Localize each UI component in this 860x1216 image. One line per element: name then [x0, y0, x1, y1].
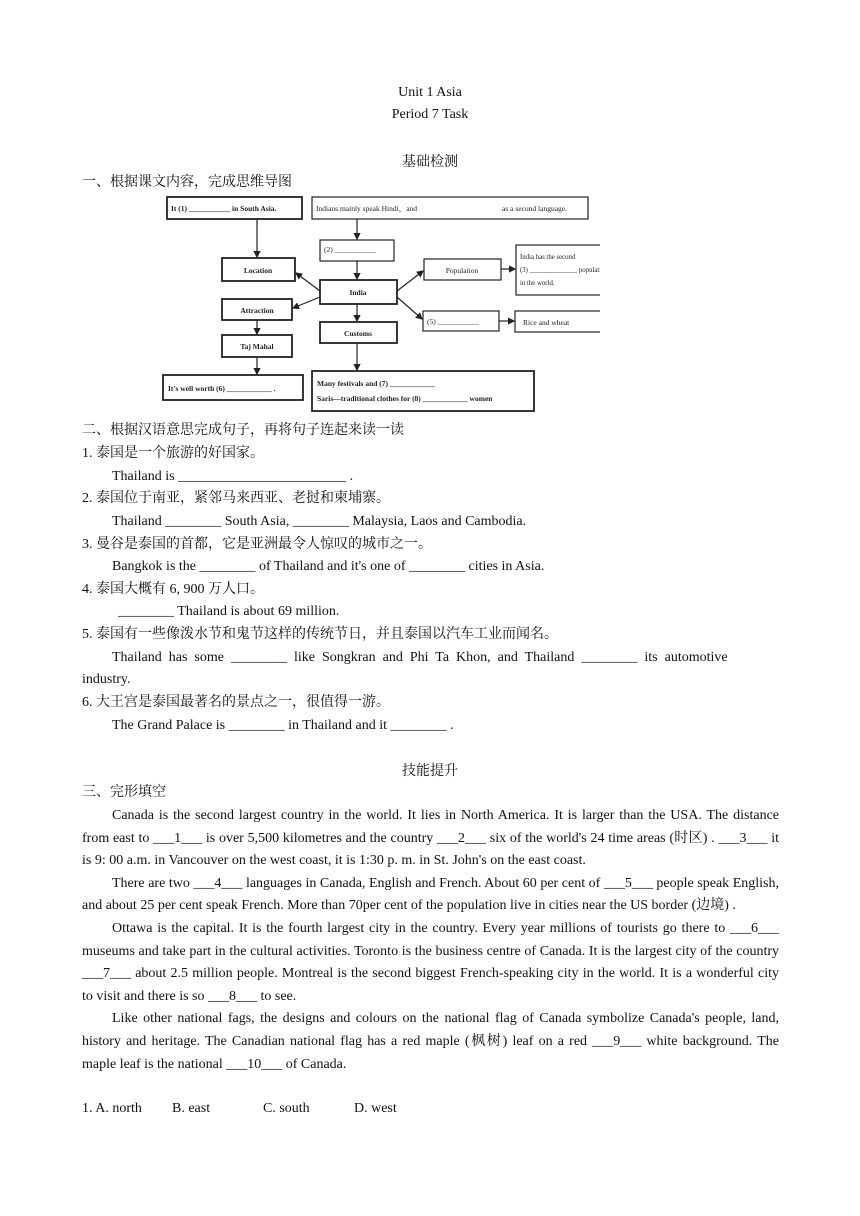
section-skill-heading: 技能提升: [402, 764, 458, 779]
mm-text-customs: Customs: [344, 329, 372, 338]
mm-text-worth: It's well worth (6) ____________ .: [168, 384, 276, 393]
part2-item6-en[interactable]: The Grand Palace is ________ in Thailand and it ________ .: [112, 718, 454, 733]
mm-text-location: Location: [243, 266, 273, 275]
cloze-paragraph-4: Like other national fags, the designs and colours on the national flag of Canada symbolize Canada's people, land, history and heritage. The Canadian national flag has a red maple (枫树) leaf on a red ___9___ white background. The maple leaf is the national ___10___ of Canada.: [82, 1011, 779, 1072]
part2-item2-en[interactable]: Thailand ________ South Asia, ________ Malaysia, Laos and Cambodia.: [112, 514, 527, 529]
mm-box-festivals: [312, 371, 534, 411]
option-a[interactable]: 1. A. north: [82, 1101, 142, 1116]
cloze-options-1: [82, 1098, 779, 1121]
mm-text-rice: Rice and wheat: [523, 318, 570, 327]
part2-item1-cn: 1. 泰国是一个旅游的好国家。: [82, 446, 264, 461]
mm-text-top-right-a: Indians mainly speak Hindi，and: [316, 204, 418, 213]
mind-map: [140, 193, 600, 413]
part2-item5-en[interactable]: Thailand has some ________ like Songkran and Phi Ta Khon, and Thailand ________ its automotive: [112, 650, 728, 665]
part2-item4-cn: 4. 泰国大概有 6, 900 万人口。: [82, 582, 264, 597]
mm-text-box-5: (5) ___________: [427, 317, 479, 326]
mm-text-taj: Taj Mahal: [240, 342, 274, 351]
part2-item1-en[interactable]: Thailand is ________________________ .: [112, 469, 354, 484]
option-d[interactable]: D. west: [354, 1101, 397, 1116]
mm-text-top-left: It (1) ___________ in South Asia.: [171, 204, 277, 213]
part2-item3-cn: 3. 曼谷是泰国的首都，它是亚洲最令人惊叹的城市之一。: [82, 537, 432, 552]
cloze-paragraph-1: Canada is the second largest country in the world. It lies in North America. It is larger than the USA. The distance from east to ___1___ is over 5,500 kilometres and the country ___2___ six of the world's 24 time areas (时区) . ___3___ it is 9: 00 a.m. in Vancouver on the west coast, it is 1:30 p. m. in St. John's on the east coast.: [82, 808, 779, 869]
mm-text-attraction: Attraction: [240, 306, 274, 315]
part2-item6-cn: 6. 大王宫是泰国最著名的景点之一，很值得一游。: [82, 695, 390, 710]
part2-item3-en[interactable]: Bangkok is the ________ of Thailand and it's one of ________ cities in Asia.: [112, 559, 545, 574]
part1-heading: 一、根据课文内容，完成思维导图: [82, 175, 292, 190]
part2-item5-en-cont: industry.: [82, 672, 131, 687]
page-title: Unit 1 Asia: [398, 85, 462, 100]
part2-heading: 二、根据汉语意思完成句子，再将句子连起来读一读: [82, 423, 404, 438]
section-basic-heading: 基础检测: [402, 155, 458, 170]
part2-item4-en[interactable]: ________ Thailand is about 69 million.: [118, 604, 340, 619]
mm-text-top-right-b: as a second language.: [502, 204, 567, 213]
cloze-passage: [82, 805, 779, 1076]
mm-text-box-2: (2) ___________: [324, 245, 376, 254]
mm-text-pop-note-3: in the world.: [520, 280, 555, 287]
mm-text-population: Population: [445, 266, 479, 275]
cloze-paragraph-2: There are two ___4___ languages in Canada, English and French. About 60 per cent of ___5___ people speak English, and about 25 per cent speak French. More than 70per cent of the population live in cities near the US border (边境) .: [82, 875, 779, 914]
mm-text-india: India: [349, 288, 367, 297]
mm-text-pop-note-1: India has the second: [520, 254, 576, 261]
mm-text-festivals: Many festivals and (7) ____________: [317, 379, 435, 388]
part2-item2-cn: 2. 泰国位于南亚，紧邻马来西亚、老挝和柬埔寨。: [82, 491, 390, 506]
option-b[interactable]: B. east: [172, 1101, 211, 1116]
option-c[interactable]: C. south: [263, 1101, 310, 1116]
cloze-paragraph-3: Ottawa is the capital. It is the fourth largest city in the country. Every year millions of tourists go there to ___6___ museums and take part in the cultural activities. Toronto is the business centre of Canada. It is the largest city of the country ___7___ about 2.5 million people. Montreal is the second biggest French-speaking city in the world. It is a wonderful city to visit and there is so ___8___ to see.: [82, 920, 779, 1004]
page-subtitle: Period 7 Task: [391, 107, 469, 122]
mm-text-pop-note-2: (3) ______________ population: [520, 267, 600, 274]
mm-text-saris: Saris—traditional clothes for (8) ____________ women: [317, 394, 493, 403]
part2-item5-cn: 5. 泰国有一些像泼水节和鬼节这样的传统节日，并且泰国以汽车工业而闻名。: [82, 627, 558, 642]
part3-heading: 三、完形填空: [82, 785, 166, 800]
